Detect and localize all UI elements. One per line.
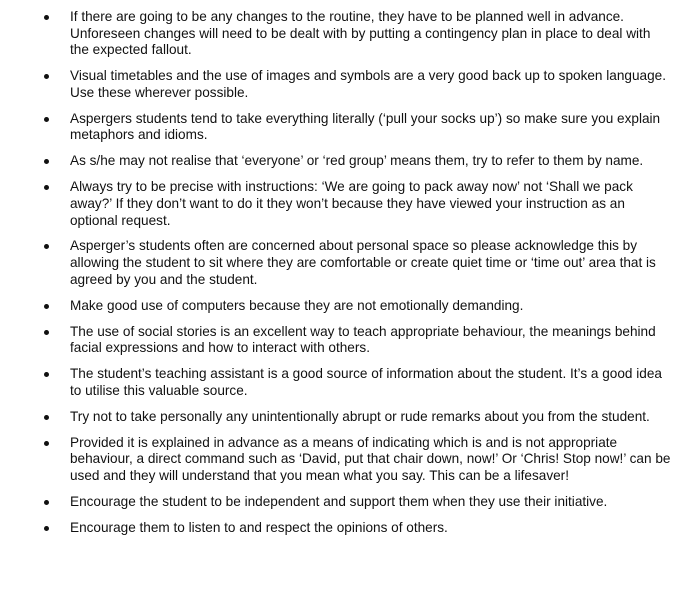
list-item: [0, 366, 685, 399]
list-item-text: Make good use of computers because they are not emotionally demanding.: [70, 297, 524, 313]
bullet-icon: [44, 185, 49, 190]
list-item: [0, 409, 685, 426]
bullet-icon: [44, 244, 49, 249]
bullet-icon: [44, 372, 49, 377]
bullet-icon: [44, 526, 49, 531]
list-item-text: Encourage the student to be independent and support them when they use their initiative.: [70, 493, 608, 509]
list-item-text: Asperger’s students often are concerned about personal space so please acknowledge this by allowing the student to sit where they are comfortable or create quiet time or ‘time out’ area that is agreed by you and the student.: [70, 238, 656, 287]
list-item: [0, 238, 685, 288]
bullet-icon: [44, 15, 49, 20]
bullet-icon: [44, 500, 49, 505]
bullet-icon: [44, 330, 49, 335]
list-item: [0, 68, 685, 101]
list-item: [0, 298, 685, 315]
list-item-text: Try not to take personally any unintentionally abrupt or rude remarks about you from the student.: [70, 408, 650, 424]
list-item: [0, 153, 685, 170]
bullet-list: [0, 9, 685, 537]
list-item-text: The use of social stories is an excellent way to teach appropriate behaviour, the meanings behind facial expressions and how to interact with others.: [70, 323, 656, 356]
list-item-text: As s/he may not realise that ‘everyone’ or ‘red group’ means them, try to refer to them by name.: [70, 153, 644, 169]
list-item: [0, 9, 685, 59]
list-item: [0, 111, 685, 144]
list-item-text: Always try to be precise with instructions: ‘We are going to pack away now’ not ‘Shall we pack away?’ If they don’t want to do it they won’t because they have viewed your instruction as an optional request.: [70, 179, 633, 228]
list-item-text: Provided it is explained in advance as a means of indicating which is and is not appropriate behaviour, a direct command such as ‘David, put that chair down, now!’ Or ‘Chris! Stop now!’ can be used and they will understand that you mean what you say. This can be a lifesaver!: [70, 434, 671, 483]
list-item-text: Encourage them to listen to and respect the opinions of others.: [70, 519, 448, 535]
list-item-text: Aspergers students tend to take everything literally (‘pull your socks up’) so make sure you explain metaphors and idioms.: [70, 110, 661, 143]
list-item-text: If there are going to be any changes to the routine, they have to be planned well in advance. Unforeseen changes will need to be dealt with by putting a contingency plan in place to deal with the expected fallout.: [70, 9, 651, 58]
bullet-icon: [44, 117, 49, 122]
list-item: [0, 179, 685, 229]
list-item-text: Visual timetables and the use of images and symbols are a very good back up to spoken language. Use these wherever possible.: [70, 68, 666, 100]
bullet-icon: [44, 304, 49, 309]
list-item-text: The student’s teaching assistant is a good source of information about the student. It’s a good idea to utilise this valuable source.: [70, 366, 662, 398]
bullet-icon: [44, 415, 49, 420]
bullet-icon: [44, 441, 49, 446]
bullet-icon: [44, 74, 49, 79]
bullet-icon: [44, 159, 49, 164]
list-item: [0, 494, 685, 511]
list-item: [0, 324, 685, 357]
list-item: [0, 520, 685, 537]
list-item: [0, 435, 685, 485]
